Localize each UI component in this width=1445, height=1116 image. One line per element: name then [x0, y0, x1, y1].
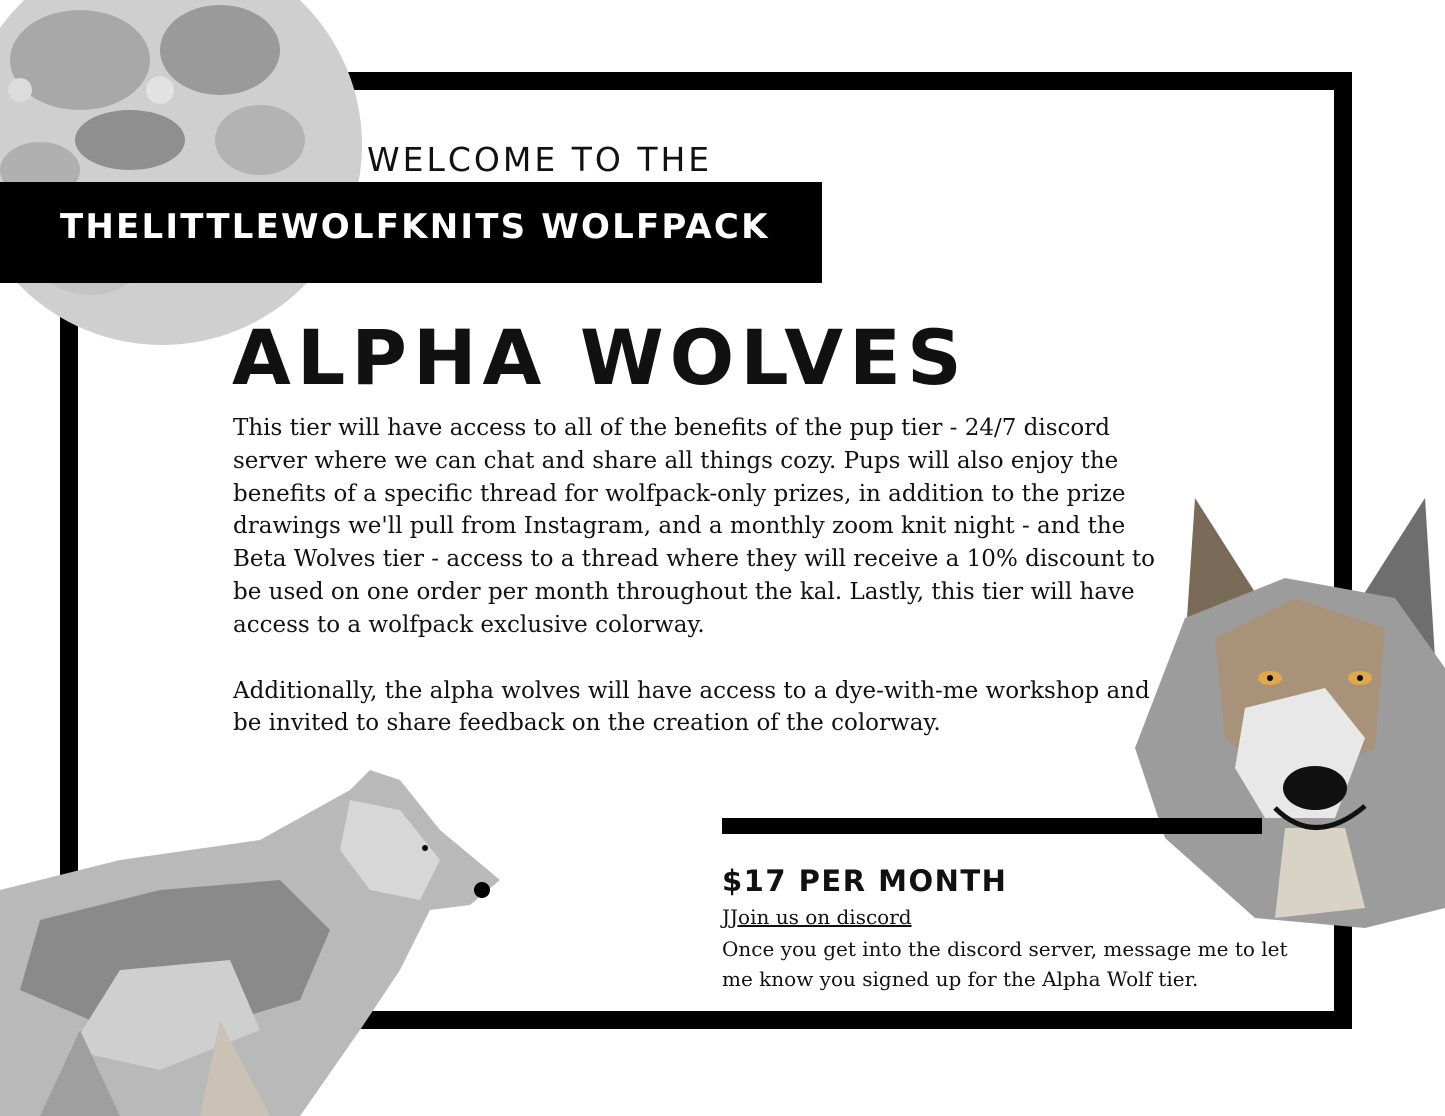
description-paragraph-2: Additionally, the alpha wolves will have access to a dye-with-me workshop and be invited to share feedback on the creation of the colorway.: [233, 677, 1150, 737]
tier-description: [233, 412, 1183, 773]
welcome-heading: WELCOME TO THE: [367, 140, 713, 179]
wolf-standing-icon: [0, 770, 500, 1116]
description-paragraph-1: This tier will have access to all of the benefits of the pup tier - 24/7 discord server where we can chat and share all things cozy. Pups will also enjoy the benefits of a specific thread for wolfpack-only prizes, in addition to the prize drawings we'll pull from Instagram, and a monthly zoom knit night - and the Beta Wolves tier - access to a thread where they will receive a 10% discount to be used on one order per month throughout the kal. Lastly, this tier will have access to a wolfpack exclusive colorway.: [233, 415, 1155, 638]
discord-join-link[interactable]: JJoin us on discord: [722, 905, 912, 929]
price-label: $17 PER MONTH: [722, 864, 1008, 898]
banner-title: THELITTLEWOLFKNITS WOLFPACK: [60, 207, 770, 247]
signup-note: Once you get into the discord server, message me to let me know you signed up for the Alpha Wolf tier.: [722, 937, 1288, 991]
wolf-head-icon: [1125, 488, 1445, 938]
moon-icon: [0, 0, 365, 350]
price-divider: [722, 818, 1262, 834]
tier-title: ALPHA WOLVES: [232, 313, 968, 402]
